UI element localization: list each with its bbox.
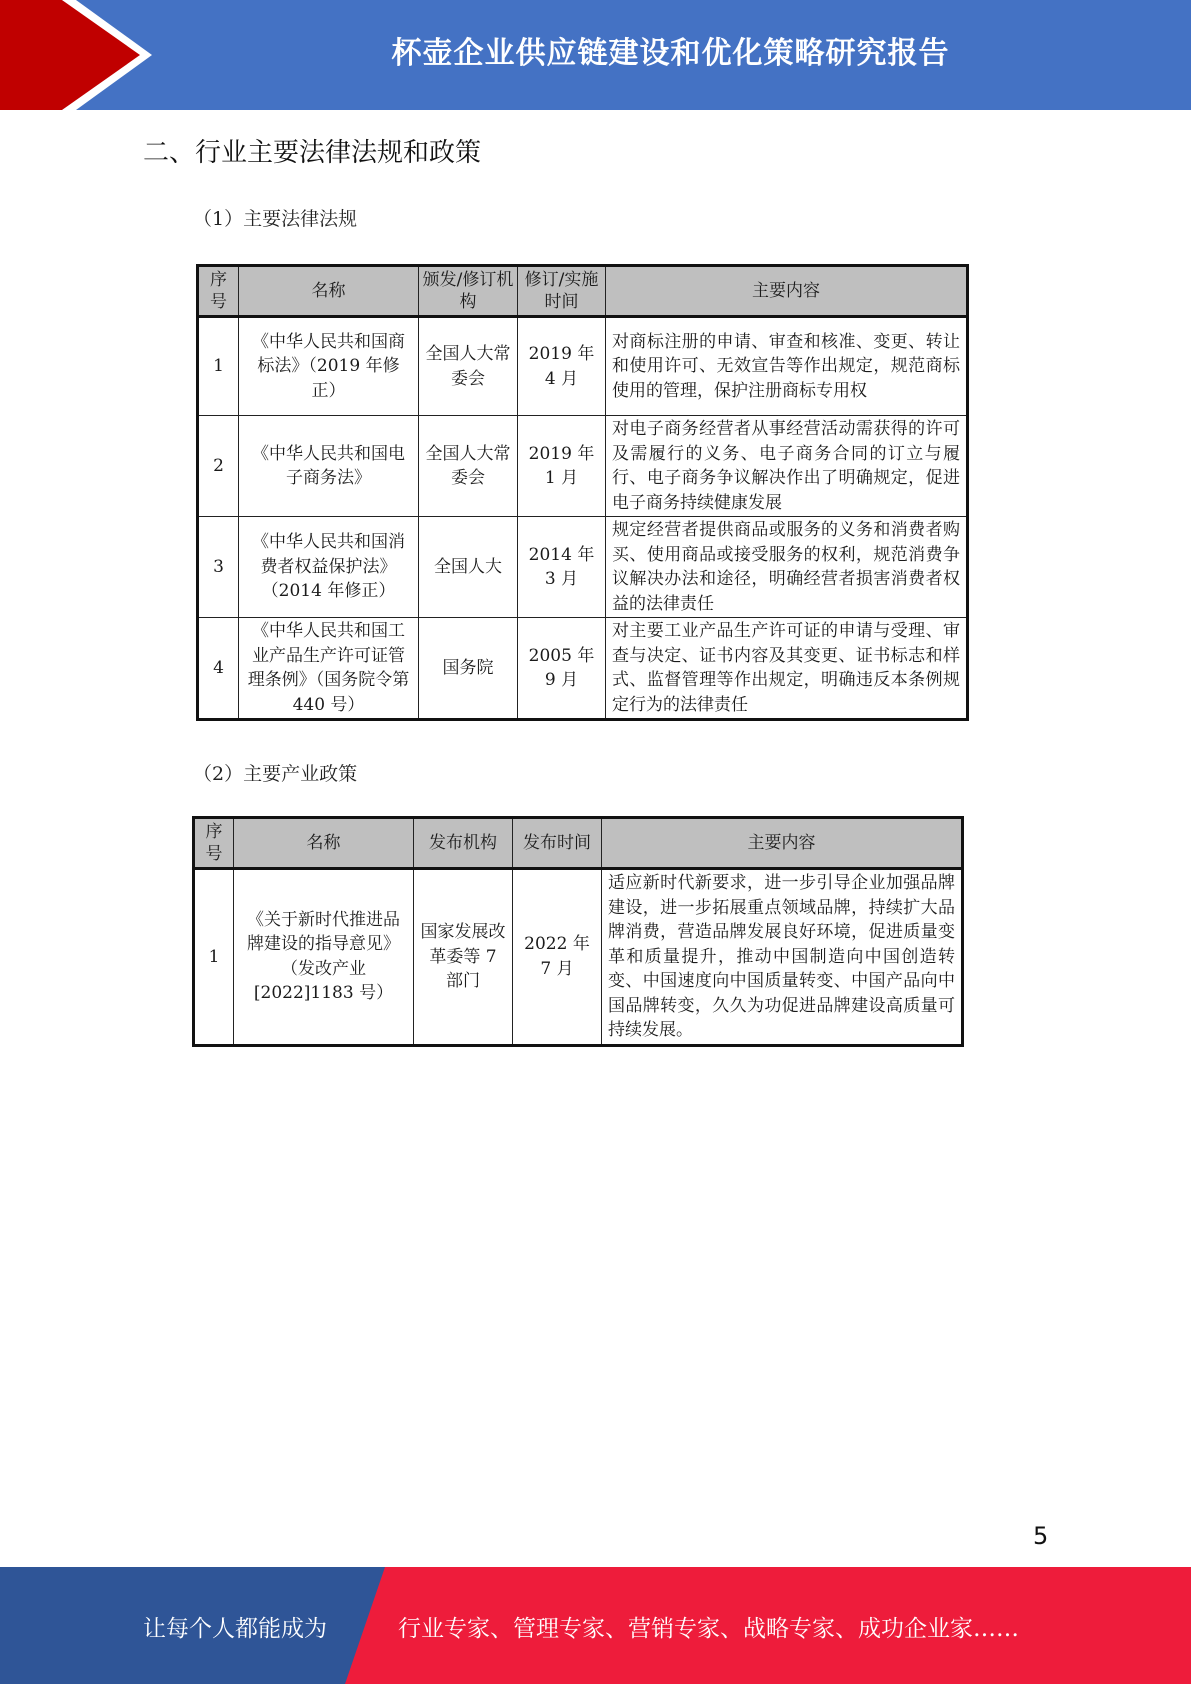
table-header-row xyxy=(198,266,968,317)
column-header-no: 序号 xyxy=(194,818,234,869)
row-no: 1 xyxy=(194,869,234,1046)
table-header-row xyxy=(194,818,963,869)
row-org: 全国人大常委会 xyxy=(419,416,518,517)
table-row xyxy=(198,618,968,720)
row-name: 《中华人民共和国工业产品生产许可证管理条例》（国务院令第 440 号） xyxy=(239,618,419,720)
row-date: 2014 年 3 月 xyxy=(518,517,606,618)
row-name: 《关于新时代推进品牌建设的指导意见》（发改产业[2022]1183 号） xyxy=(234,869,414,1046)
column-header-content: 主要内容 xyxy=(606,266,968,317)
column-header-org: 颁发/修订机构 xyxy=(419,266,518,317)
page-header xyxy=(0,0,1191,110)
row-name: 《中华人民共和国商标法》（2019 年修正） xyxy=(239,317,419,416)
table-row xyxy=(198,317,968,416)
row-no: 2 xyxy=(198,416,239,517)
row-content: 适应新时代新要求，进一步引导企业加强品牌建设，进一步拓展重点领域品牌，持续扩大品牌消费，营造品牌发展良好环境，促进质量变革和质量提升，推动中国制造向中国创造转变、中国速度向中国质量转变、中国产品向中国品牌转变，久久为功促进品牌建设高质量可持续发展。 xyxy=(602,869,963,1046)
row-date: 2022 年 7 月 xyxy=(513,869,602,1046)
table-row xyxy=(198,517,968,618)
page-footer xyxy=(0,1567,1191,1684)
header-red-chevron-icon xyxy=(0,0,170,110)
policies-subheading: （2）主要产业政策 xyxy=(193,763,358,785)
laws-table xyxy=(196,264,969,721)
row-name: 《中华人民共和国消费者权益保护法》（2014 年修正） xyxy=(239,517,419,618)
column-header-content: 主要内容 xyxy=(602,818,963,869)
row-content: 对主要工业产品生产许可证的申请与受理、审查与决定、证书内容及其变更、证书标志和样式、监督管理等作出规定，明确违反本条例规定行为的法律责任 xyxy=(606,618,968,720)
page-number: 5 xyxy=(1033,1522,1049,1550)
column-header-name: 名称 xyxy=(234,818,414,869)
table-row xyxy=(198,416,968,517)
table-row xyxy=(194,869,963,1046)
column-header-org: 发布机构 xyxy=(414,818,513,869)
row-org: 国家发展改革委等 7 部门 xyxy=(414,869,513,1046)
column-header-date: 发布时间 xyxy=(513,818,602,869)
row-content: 对电子商务经营者从事经营活动需获得的许可及需履行的义务、电子商务合同的订立与履行、电子商务争议解决作出了明确规定，促进电子商务持续健康发展 xyxy=(606,416,968,517)
row-date: 2005 年 9 月 xyxy=(518,618,606,720)
row-no: 1 xyxy=(198,317,239,416)
column-header-name: 名称 xyxy=(239,266,419,317)
row-org: 全国人大 xyxy=(419,517,518,618)
row-date: 2019 年 1 月 xyxy=(518,416,606,517)
footer-slogan-left: 让每个人都能成为 xyxy=(143,1616,327,1642)
policies-table xyxy=(192,816,964,1047)
footer-slogan-right: 行业专家、管理专家、营销专家、战略专家、成功企业家…… xyxy=(398,1616,1019,1642)
row-content: 对商标注册的申请、审查和核准、变更、转让和使用许可、无效宣告等作出规定，规范商标使用的管理，保护注册商标专用权 xyxy=(606,317,968,416)
column-header-no: 序号 xyxy=(198,266,239,317)
report-title: 杯壶企业供应链建设和优化策略研究报告 xyxy=(391,36,950,71)
row-org: 全国人大常委会 xyxy=(419,317,518,416)
row-date: 2019 年 4 月 xyxy=(518,317,606,416)
laws-subheading: （1）主要法律法规 xyxy=(193,208,358,230)
section-heading: 二、行业主要法律法规和政策 xyxy=(143,138,482,168)
row-name: 《中华人民共和国电子商务法》 xyxy=(239,416,419,517)
row-no: 4 xyxy=(198,618,239,720)
column-header-date: 修订/实施时间 xyxy=(518,266,606,317)
row-no: 3 xyxy=(198,517,239,618)
row-content: 规定经营者提供商品或服务的义务和消费者购买、使用商品或接受服务的权利，规范消费争议解决办法和途径，明确经营者损害消费者权益的法律责任 xyxy=(606,517,968,618)
row-org: 国务院 xyxy=(419,618,518,720)
